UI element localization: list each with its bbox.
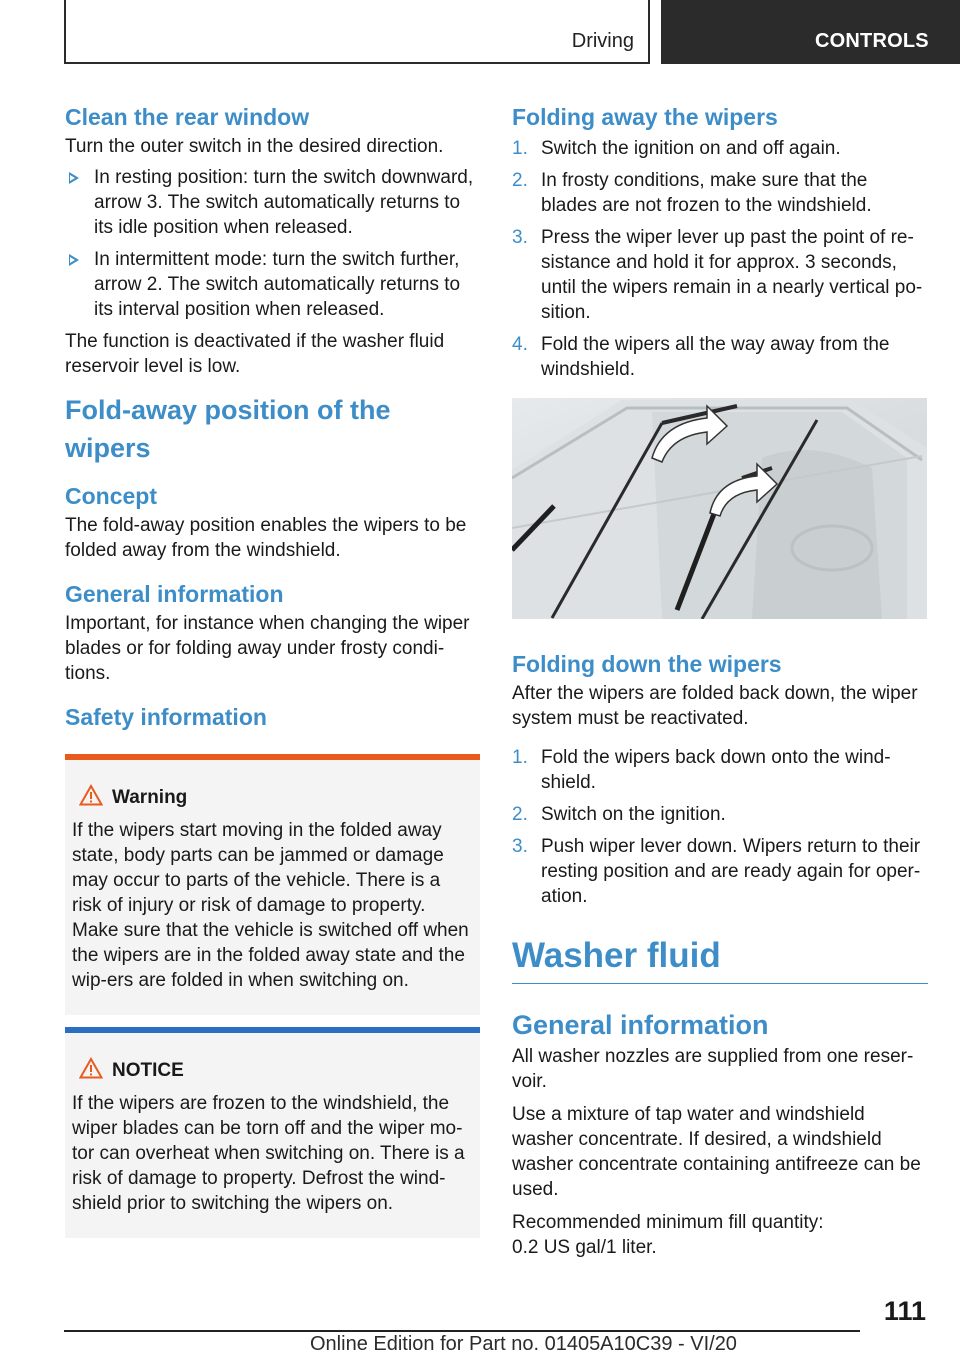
notice-title-text: NOTICE — [112, 1060, 184, 1081]
header-section-box — [64, 0, 650, 64]
washer-paragraph-2: Use a mixture of tap water and windshield washer concentrate. If desired, a windshield washer concentrate containing antifreeze can be used. — [512, 1104, 921, 1200]
list-item-text: In resting position: turn the switch downward, arrow 3. The switch automatically returns to its idle position when released. — [94, 167, 474, 238]
triangle-bullet-icon — [69, 254, 79, 266]
list-item — [65, 165, 480, 240]
list-item — [512, 802, 928, 827]
step-text: Press the wiper lever up past the point of re-sistance and hold it for approx. 3 seconds, until the wipers remain in a nearly vertical po-sition. — [541, 227, 923, 323]
folding-down-heading: Folding down the wipers — [512, 651, 782, 677]
rear-window-heading: Clean the rear window — [65, 104, 310, 130]
wiper-fold-illustration — [512, 398, 927, 619]
list-item — [65, 247, 480, 322]
safety-info-heading: Safety information — [65, 704, 267, 730]
list-item-text: In intermittent mode: turn the switch further, arrow 2. The switch automatically returns to its interval position when released. — [94, 249, 461, 320]
list-item — [512, 745, 928, 795]
step-text: Push wiper lever down. Wipers return to their resting position and are ready again for oper-ation. — [541, 836, 921, 907]
washer-paragraph-3 — [512, 1210, 928, 1260]
step-number: 2. — [512, 804, 528, 825]
step-number: 1. — [512, 138, 528, 159]
washer-paragraph-1: All washer nozzles are supplied from one reser-voir. — [512, 1046, 914, 1092]
step-number: 3. — [512, 836, 528, 857]
folding-down-steps — [512, 745, 928, 909]
step-number: 1. — [512, 747, 528, 768]
concept-text: The fold-away position enables the wipers to be folded away from the windshield. — [65, 515, 467, 561]
warning-box — [65, 754, 480, 1015]
warning-title-text: Warning — [112, 787, 188, 808]
notice-text: If the wipers are frozen to the windshield, the wiper blades can be torn off and the wiper mo-tor can overheat when switching on. There is a risk of damage to property. Defrost the wind-shield prior to switching the wipers on. — [72, 1093, 465, 1214]
folding-down-intro: After the wipers are folded back down, the wiper system must be reactivated. — [512, 683, 918, 729]
triangle-bullet-icon — [69, 172, 79, 184]
header-chapter-label: CONTROLS — [815, 30, 929, 52]
washer-fluid-heading: Washer fluid — [512, 936, 721, 975]
fold-away-heading: Fold-away position of the wipers — [65, 395, 391, 463]
washer-fluid-heading-rule — [512, 933, 928, 984]
list-item — [512, 168, 928, 218]
step-text: Switch on the ignition. — [541, 804, 726, 825]
list-item — [512, 834, 928, 909]
general-info-heading: General information — [65, 581, 284, 607]
footer-edition: Online Edition for Part no. 01405A10C39 - VI/20 — [310, 1333, 737, 1355]
header-section-label: Driving — [571, 30, 634, 52]
step-text: In frosty conditions, make sure that the blades are not frozen to the windshield. — [541, 170, 872, 216]
list-item — [512, 225, 928, 325]
rear-window-outro: The function is deactivated if the washer fluid reservoir level is low. — [65, 331, 445, 377]
fill-quantity-value: 0.2 US gal/1 liter. — [512, 1237, 657, 1258]
step-text: Switch the ignition on and off again. — [541, 138, 841, 159]
notice-box — [65, 1027, 480, 1238]
notice-title — [72, 1059, 472, 1083]
concept-heading: Concept — [65, 483, 157, 509]
step-number: 3. — [512, 227, 528, 248]
step-number: 2. — [512, 170, 528, 191]
folding-away-steps — [512, 136, 928, 382]
windshield-wipers-icon — [512, 398, 927, 619]
warning-title — [72, 786, 472, 810]
folding-away-heading: Folding away the wipers — [512, 104, 778, 130]
step-text: Fold the wipers all the way away from the windshield. — [541, 334, 890, 380]
left-column — [65, 100, 480, 1238]
list-item — [512, 332, 928, 382]
warning-triangle-icon — [79, 784, 103, 806]
right-column — [512, 100, 928, 1260]
footer-divider — [64, 1330, 860, 1332]
step-text: Fold the wipers back down onto the wind-shield. — [541, 747, 891, 793]
step-number: 4. — [512, 334, 528, 355]
list-item — [512, 136, 928, 161]
rear-window-list — [65, 165, 480, 322]
fill-quantity-label: Recommended minimum fill quantity: — [512, 1212, 824, 1233]
general-info-text: Important, for instance when changing the wiper blades or for folding away under frosty condi-tions. — [65, 613, 470, 684]
page-number: 111 — [883, 1296, 926, 1326]
washer-general-heading: General information — [512, 1010, 769, 1040]
notice-triangle-icon — [79, 1057, 103, 1079]
warning-text: If the wipers start moving in the folded away state, body parts can be jammed or damage may occur to parts of the vehicle. There is a risk of injury or risk of damage to property. Make sure that the vehicle is switched off when the wipers are in the folded away state and the wip-ers are folded in when switching on. — [72, 820, 469, 991]
header-chapter-tab — [661, 0, 960, 64]
rear-window-intro: Turn the outer switch in the desired direction. — [65, 136, 444, 157]
